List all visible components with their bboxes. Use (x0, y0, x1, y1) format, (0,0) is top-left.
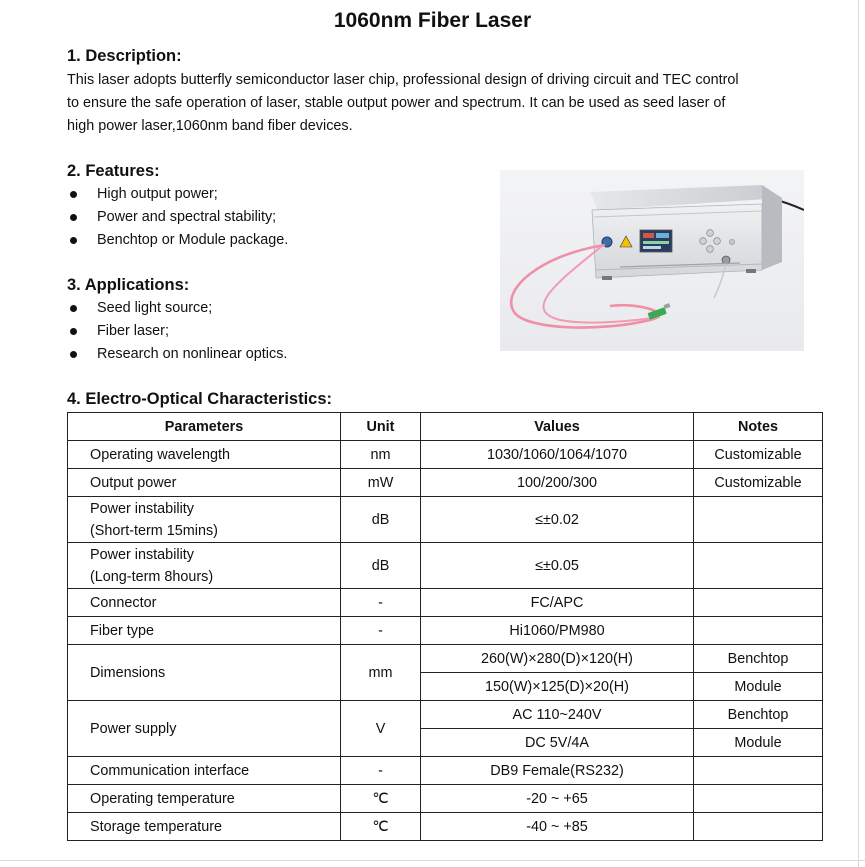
note-cell: Benchtop (694, 645, 823, 673)
header-parameters: Parameters (68, 413, 341, 441)
table-header-row (68, 413, 823, 441)
param-cell: Storage temperature (68, 813, 341, 841)
value-cell: -20 ~ +65 (421, 785, 694, 813)
spec-table (67, 412, 823, 841)
product-photo (500, 170, 804, 351)
unit-cell: V (341, 701, 421, 757)
application-item: Research on nonlinear optics. (67, 343, 287, 366)
value-cell: ≤±0.02 (421, 497, 694, 543)
unit-cell: nm (341, 441, 421, 469)
unit-cell: mW (341, 469, 421, 497)
note-cell (694, 757, 823, 785)
param-cell: Power instability (Long-term 8hours) (68, 543, 341, 589)
description-line-2: to ensure the safe operation of laser, stable output power and spectrum. It can be used as seed laser of (67, 95, 726, 111)
page-edge-right (858, 0, 859, 867)
value-cell: ≤±0.05 (421, 543, 694, 589)
feature-item: Benchtop or Module package. (67, 229, 288, 252)
value-cell: FC/APC (421, 589, 694, 617)
note-cell: Customizable (694, 441, 823, 469)
unit-cell: - (341, 757, 421, 785)
note-cell (694, 785, 823, 813)
table-row (68, 441, 823, 469)
param-cell: Dimensions (68, 645, 341, 701)
table-row (68, 785, 823, 813)
param-cell: Fiber type (68, 617, 341, 645)
description-line-3: high power laser,1060nm band fiber devices. (67, 118, 353, 134)
features-heading: 2. Features: (67, 162, 160, 180)
note-cell: Module (694, 673, 823, 701)
unit-cell: - (341, 617, 421, 645)
feature-item: High output power; (67, 183, 288, 206)
table-row (68, 469, 823, 497)
unit-cell: - (341, 589, 421, 617)
note-cell (694, 589, 823, 617)
page-title: 1060nm Fiber Laser (333, 9, 532, 32)
value-cell: -40 ~ +85 (421, 813, 694, 841)
unit-cell: dB (341, 497, 421, 543)
header-values: Values (421, 413, 694, 441)
param-cell: Operating wavelength (68, 441, 341, 469)
bullet-icon (70, 351, 77, 358)
note-cell (694, 543, 823, 589)
description-text (67, 69, 797, 138)
param-cell: Power supply (68, 701, 341, 757)
table-row (68, 543, 823, 589)
applications-heading: 3. Applications: (67, 276, 190, 294)
table-row (68, 701, 823, 729)
table-row (68, 497, 823, 543)
bullet-icon (70, 305, 77, 312)
value-cell: 260(W)×280(D)×120(H) (421, 645, 694, 673)
bullet-icon (70, 328, 77, 335)
feature-item: Power and spectral stability; (67, 206, 288, 229)
param-cell: Power instability (Short-term 15mins) (68, 497, 341, 543)
value-cell: DC 5V/4A (421, 729, 694, 757)
value-cell: 1030/1060/1064/1070 (421, 441, 694, 469)
param-cell: Communication interface (68, 757, 341, 785)
bullet-icon (70, 191, 77, 198)
table-row (68, 589, 823, 617)
page-edge-bottom (0, 860, 865, 861)
table-row (68, 645, 823, 673)
note-cell: Customizable (694, 469, 823, 497)
table-row (68, 757, 823, 785)
note-cell (694, 617, 823, 645)
header-unit: Unit (341, 413, 421, 441)
application-item: Fiber laser; (67, 320, 287, 343)
bullet-icon (70, 214, 77, 221)
note-cell: Module (694, 729, 823, 757)
applications-list (67, 297, 287, 366)
description-line-1: This laser adopts butterfly semiconductor laser chip, professional design of driving circuit and TEC control (67, 72, 739, 88)
characteristics-heading: 4. Electro-Optical Characteristics: (67, 390, 333, 408)
table-row (68, 813, 823, 841)
note-cell (694, 497, 823, 543)
unit-cell: ℃ (341, 785, 421, 813)
param-cell: Operating temperature (68, 785, 341, 813)
value-cell: Hi1060/PM980 (421, 617, 694, 645)
param-cell: Connector (68, 589, 341, 617)
bullet-icon (70, 237, 77, 244)
value-cell: 100/200/300 (421, 469, 694, 497)
features-list (67, 183, 288, 252)
param-cell: Output power (68, 469, 341, 497)
application-item: Seed light source; (67, 297, 287, 320)
note-cell: Benchtop (694, 701, 823, 729)
description-heading: 1. Description: (67, 47, 182, 65)
unit-cell: dB (341, 543, 421, 589)
value-cell: AC 110~240V (421, 701, 694, 729)
laser-device-illustration (500, 170, 804, 351)
value-cell: DB9 Female(RS232) (421, 757, 694, 785)
unit-cell: ℃ (341, 813, 421, 841)
note-cell (694, 813, 823, 841)
table-row (68, 617, 823, 645)
header-notes: Notes (694, 413, 823, 441)
unit-cell: mm (341, 645, 421, 701)
value-cell: 150(W)×125(D)×20(H) (421, 673, 694, 701)
